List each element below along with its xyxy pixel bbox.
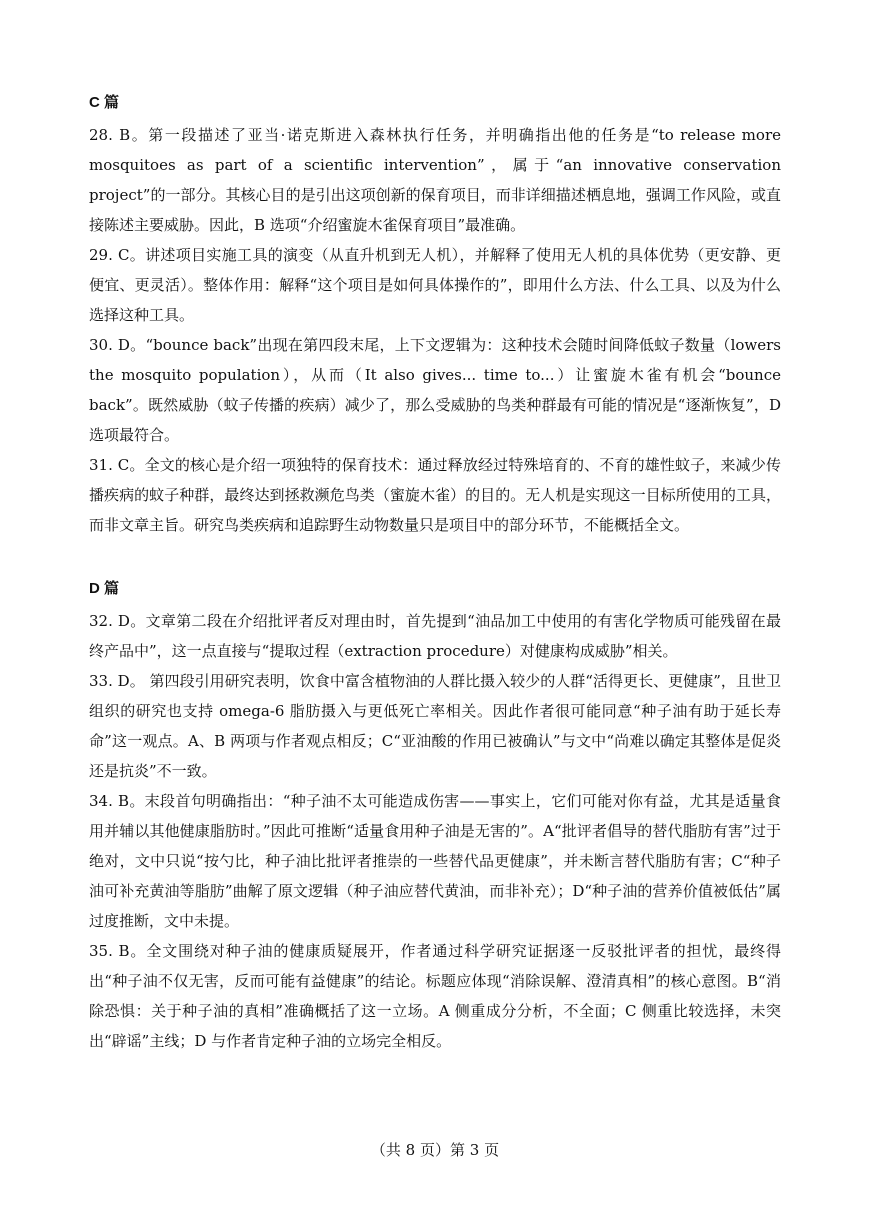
section-spacer xyxy=(89,540,781,572)
section-d xyxy=(89,572,781,1056)
section-title: C 篇 xyxy=(89,94,120,111)
answer-32: 32. D。文章第二段在介绍批评者反对理由时，首先提到“油品加工中使用的有害化学物质可能残留在最终产品中”，这一点直接与“提取过程（extraction procedure）对健康构成威胁”相关。 xyxy=(89,612,781,660)
answer-29: 29. C。讲述项目实施工具的演变（从直升机到无人机），并解释了使用无人机的具体优势（更安静、更便宜、更灵活）。整体作用：解释“这个项目是如何具体操作的”，即用什么方法、什么工具、以及为什么选择这种工具。 xyxy=(89,246,781,324)
answer-31: 31. C。全文的核心是介绍一项独特的保育技术：通过释放经过特殊培育的、不育的雄性蚊子，来减少传播疾病的蚊子种群，最终达到拯救濒危鸟类（蜜旋木雀）的目的。无人机是实现这一目标所使用的工具，而非文章主旨。研究鸟类疾病和追踪野生动物数量只是项目中的部分环节，不能概括全文。 xyxy=(89,456,781,534)
answer-34: 34. B。末段首句明确指出：“种子油不太可能造成伤害——事实上，它们可能对你有益，尤其是适量食用并辅以其他健康脂肪时。”因此可推断“适量食用种子油是无害的”。A“批评者倡导的替代脂肪有害”过于绝对，文中只说“按勺比，种子油比批评者推崇的一些替代品更健康”，并未断言替代脂肪有害；C“种子油可补充黄油等脂肪”曲解了原文逻辑（种子油应替代黄油，而非补充）；D“种子油的营养价值被低估”属过度推断，文中未提。 xyxy=(89,792,781,930)
page-footer: （共 8 页）第 3 页 xyxy=(370,1141,500,1159)
answer-33: 33. D。 第四段引用研究表明，饮食中富含植物油的人群比摄入较少的人群“活得更长、更健康”，且世卫组织的研究也支持 omega-6 脂肪摄入与更低死亡率相关。因此作者很可能同意“种子油有助于延长寿命”这一观点。A、B 两项与作者观点相反；C“亚油酸的作用已被确认”与文中“尚难以确定其整体是促炎还是抗炎”不一致。 xyxy=(89,672,781,780)
section-c xyxy=(89,86,781,540)
answer-28: 28. B。第一段描述了亚当·诺克斯进入森林执行任务，并明确指出他的任务是“to release more mosquitoes as part of a scientific intervention”，属于“an innovative conservation project”的一部分。其核心目的是引出这项创新的保育项目，而非详细描述栖息地，强调工作风险，或直接陈述主要威胁。因此，B 选项“介绍蜜旋木雀保育项目”最准确。 xyxy=(89,126,781,234)
answer-content xyxy=(89,86,781,1056)
answer-30: 30. D。“bounce back”出现在第四段末尾，上下文逻辑为：这种技术会随时间降低蚊子数量（lowers the mosquito population），从而（It also gives... time to...）让蜜旋木雀有机会“bounce back”。既然威胁（蚊子传播的疾病）减少了，那么受威胁的鸟类种群最有可能的情况是“逐渐恢复”，D 选项最符合。 xyxy=(89,336,781,444)
section-title: D 篇 xyxy=(89,580,120,597)
answer-35: 35. B。全文围绕对种子油的健康质疑展开，作者通过科学研究证据逐一反驳批评者的担忧，最终得出“种子油不仅无害，反而可能有益健康”的结论。标题应体现“消除误解、澄清真相”的核心意图。B“消除恐惧：关于种子油的真相”准确概括了这一立场。A 侧重成分分析，不全面；C 侧重比较选择，未突出“辟谣”主线；D 与作者肯定种子油的立场完全相反。 xyxy=(89,942,781,1050)
